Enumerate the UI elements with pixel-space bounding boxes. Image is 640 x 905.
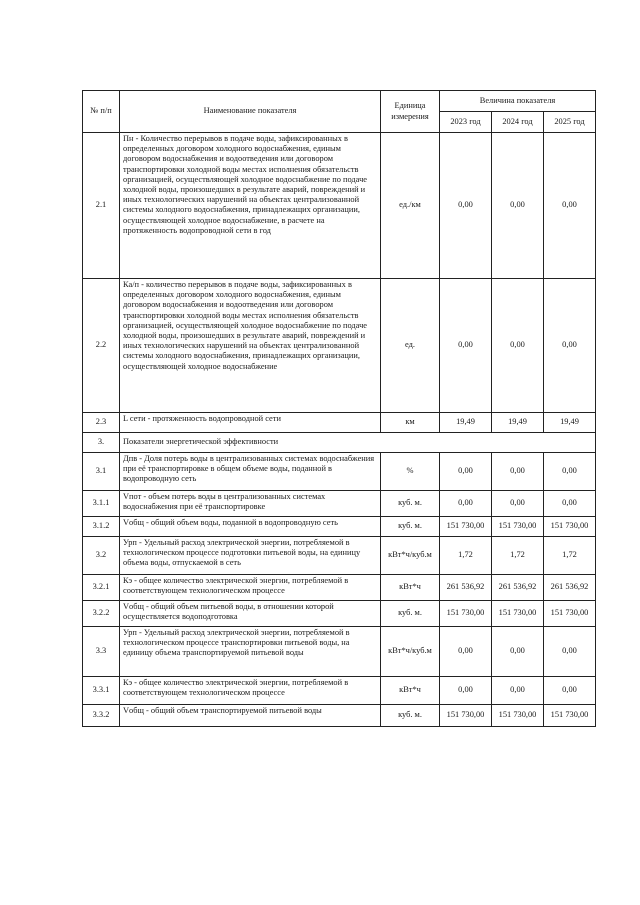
row-indicator-name: Vобщ - общий объем воды, поданной в водопроводную сеть bbox=[120, 517, 381, 537]
row-indicator-name: L сети - протяженность водопроводной сети bbox=[120, 413, 381, 433]
row-unit: куб. м. bbox=[381, 705, 440, 727]
row-indicator-name: Vобщ - общий объем питьевой воды, в отношении которой осуществляется водоподготовка bbox=[120, 601, 381, 627]
header-year-2023: 2023 год bbox=[440, 112, 492, 133]
row-unit: кВт*ч/куб.м bbox=[381, 627, 440, 677]
row-unit: куб. м. bbox=[381, 517, 440, 537]
row-number: 3. bbox=[83, 433, 120, 453]
row-indicator-name: Дпв - Доля потерь воды в централизованных системах водоснабжения при её транспортировке в общем объеме воды, поданной в водопроводную сеть bbox=[120, 453, 381, 491]
table-row bbox=[83, 517, 596, 537]
row-unit: ед./км bbox=[381, 133, 440, 279]
row-value-2025: 1,72 bbox=[544, 537, 596, 575]
row-number: 3.2.2 bbox=[83, 601, 120, 627]
row-value-2025: 0,00 bbox=[544, 453, 596, 491]
row-number: 3.3.1 bbox=[83, 677, 120, 705]
row-value-2025: 0,00 bbox=[544, 627, 596, 677]
row-value-2023: 0,00 bbox=[440, 133, 492, 279]
row-value-2024: 261 536,92 bbox=[492, 575, 544, 601]
row-number: 3.3 bbox=[83, 627, 120, 677]
header-year-2025: 2025 год bbox=[544, 112, 596, 133]
row-value-2024: 0,00 bbox=[492, 627, 544, 677]
table-row bbox=[83, 705, 596, 727]
row-indicator-name: Vобщ - общий объем транспортируемой питьевой воды bbox=[120, 705, 381, 727]
header-values: Величина показателя bbox=[440, 91, 596, 112]
table-body bbox=[83, 133, 596, 727]
row-value-2025: 151 730,00 bbox=[544, 601, 596, 627]
row-indicator-name: Показатели энергетической эффективности bbox=[120, 433, 596, 453]
row-indicator-name: Урп - Удельный расход электрической энергии, потребляемой в технологическом процессе транспортировки питьевой воды, на единицу объема транспортируемой питьевой воды bbox=[120, 627, 381, 677]
row-unit: куб. м. bbox=[381, 601, 440, 627]
table-row bbox=[83, 433, 596, 453]
row-value-2023: 0,00 bbox=[440, 627, 492, 677]
row-number: 3.1.2 bbox=[83, 517, 120, 537]
row-value-2023: 151 730,00 bbox=[440, 601, 492, 627]
row-value-2025: 151 730,00 bbox=[544, 517, 596, 537]
row-unit: ед. bbox=[381, 279, 440, 413]
row-value-2024: 0,00 bbox=[492, 491, 544, 517]
row-number: 3.2.1 bbox=[83, 575, 120, 601]
row-value-2023: 0,00 bbox=[440, 279, 492, 413]
table-row bbox=[83, 601, 596, 627]
row-value-2025: 19,49 bbox=[544, 413, 596, 433]
indicator-table bbox=[82, 90, 596, 727]
row-number: 3.1.1 bbox=[83, 491, 120, 517]
row-unit: кВт*ч bbox=[381, 575, 440, 601]
header-num: № п/п bbox=[83, 91, 120, 133]
row-value-2025: 261 536,92 bbox=[544, 575, 596, 601]
row-value-2024: 0,00 bbox=[492, 133, 544, 279]
row-value-2025: 0,00 bbox=[544, 279, 596, 413]
row-value-2025: 0,00 bbox=[544, 491, 596, 517]
row-value-2024: 0,00 bbox=[492, 677, 544, 705]
row-value-2024: 0,00 bbox=[492, 453, 544, 491]
row-number: 2.1 bbox=[83, 133, 120, 279]
row-value-2023: 0,00 bbox=[440, 453, 492, 491]
row-value-2024: 0,00 bbox=[492, 279, 544, 413]
table-row bbox=[83, 627, 596, 677]
row-number: 3.3.2 bbox=[83, 705, 120, 727]
row-indicator-name: Урп - Удельный расход электрической энергии, потребляемой в технологическом процессе подготовки питьевой воды, на единицу объема воды, отпускаемой в сеть bbox=[120, 537, 381, 575]
header-year-2024: 2024 год bbox=[492, 112, 544, 133]
row-indicator-name: Кэ - общее количество электрической энергии, потребляемой в соответствующем технологическом процессе bbox=[120, 575, 381, 601]
row-value-2025: 0,00 bbox=[544, 133, 596, 279]
row-value-2024: 151 730,00 bbox=[492, 517, 544, 537]
row-unit: кВт*ч/куб.м bbox=[381, 537, 440, 575]
row-value-2024: 19,49 bbox=[492, 413, 544, 433]
table-row bbox=[83, 453, 596, 491]
row-value-2023: 151 730,00 bbox=[440, 517, 492, 537]
table-row bbox=[83, 537, 596, 575]
table-row bbox=[83, 491, 596, 517]
table-row bbox=[83, 279, 596, 413]
header-unit: Единица измерения bbox=[381, 91, 440, 133]
row-value-2023: 151 730,00 bbox=[440, 705, 492, 727]
row-unit: % bbox=[381, 453, 440, 491]
table-row bbox=[83, 677, 596, 705]
row-value-2023: 19,49 bbox=[440, 413, 492, 433]
row-value-2024: 1,72 bbox=[492, 537, 544, 575]
row-indicator-name: Кэ - общее количество электрической энергии, потребляемой в соответствующем технологическом процессе bbox=[120, 677, 381, 705]
row-value-2024: 151 730,00 bbox=[492, 601, 544, 627]
row-number: 2.3 bbox=[83, 413, 120, 433]
row-value-2023: 0,00 bbox=[440, 491, 492, 517]
row-indicator-name: Ка/п - количество перерывов в подаче воды, зафиксированных в определенных договором холодного водоснабжения, единым договором водоснабжения и водоотведения или договором транспортировки холодной воды местах исполнения обязательств организацией, осуществляющей холодное водоснабжение по подаче холодной воды, произошедших в результате аварий, повреждений и иных технологических нарушений на объектах централизованной системы холодного водоснабжения, принадлежащих организации, осуществляющей холодное водоснабжение bbox=[120, 279, 381, 413]
row-value-2025: 0,00 bbox=[544, 677, 596, 705]
row-indicator-name: Пн - Количество перерывов в подаче воды, зафиксированных в определенных договором холодного водоснабжения, единым договором водоснабжения и водоотведения или договором транспортировки холодной воды местах исполнения обязательств организацией, осуществляющей холодное водоснабжение по подаче холодной воды, произошедших в результате аварий, повреждений и иных технологических нарушений на объектах централизованной системы холодного водоснабжения, принадлежащих организации, осуществляющей холодное водоснабжение, в расчете на протяженность водопроводной сети в год bbox=[120, 133, 381, 279]
table-row bbox=[83, 133, 596, 279]
row-number: 3.2 bbox=[83, 537, 120, 575]
row-value-2024: 151 730,00 bbox=[492, 705, 544, 727]
table-header bbox=[83, 91, 596, 133]
row-number: 2.2 bbox=[83, 279, 120, 413]
header-name: Наименование показателя bbox=[120, 91, 381, 133]
table-row bbox=[83, 575, 596, 601]
row-unit: км bbox=[381, 413, 440, 433]
row-value-2023: 1,72 bbox=[440, 537, 492, 575]
row-value-2023: 0,00 bbox=[440, 677, 492, 705]
row-value-2025: 151 730,00 bbox=[544, 705, 596, 727]
row-unit: кВт*ч bbox=[381, 677, 440, 705]
row-indicator-name: Vпот - объем потерь воды в централизованных системах водоснабжения при её транспортировке bbox=[120, 491, 381, 517]
row-unit: куб. м. bbox=[381, 491, 440, 517]
table-row bbox=[83, 413, 596, 433]
row-number: 3.1 bbox=[83, 453, 120, 491]
row-value-2023: 261 536,92 bbox=[440, 575, 492, 601]
